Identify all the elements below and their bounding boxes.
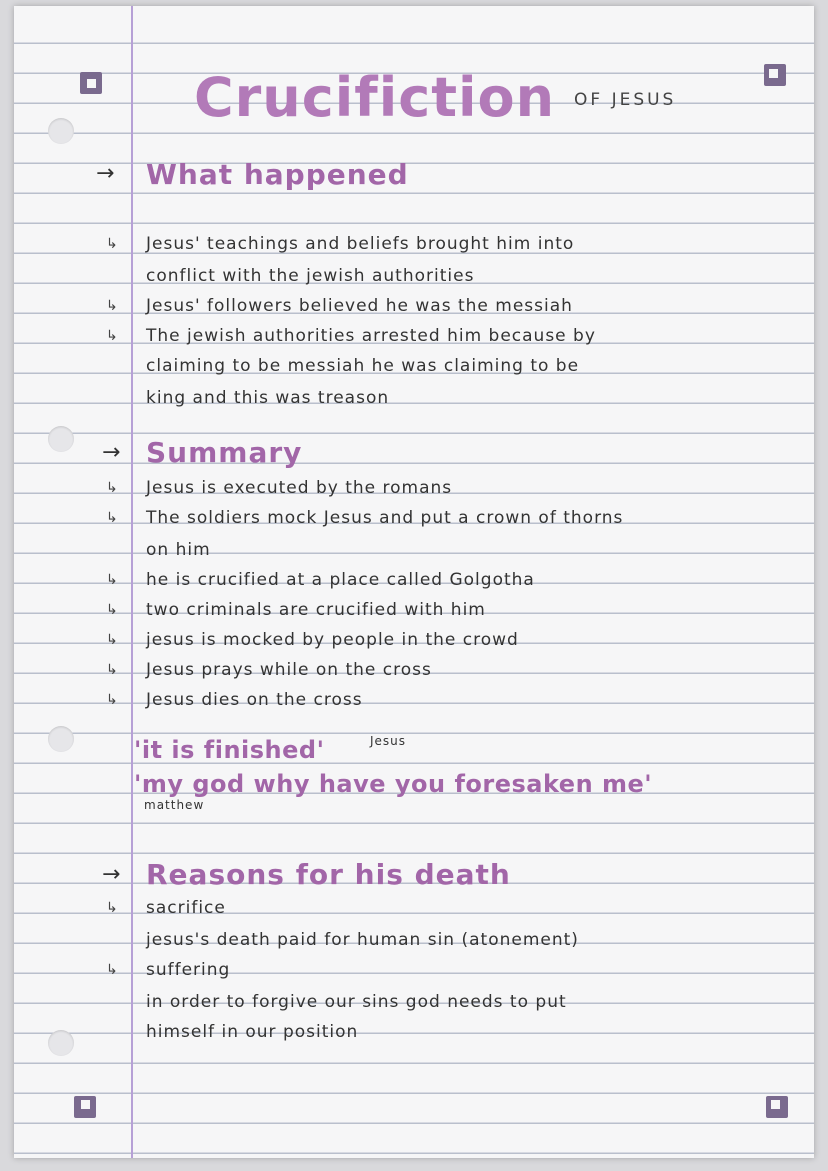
corner-mark-icon	[74, 1096, 96, 1118]
arrow-icon: →	[102, 440, 121, 465]
bullet-arrow-icon: ↳	[106, 572, 118, 588]
notebook-page	[14, 6, 814, 1158]
corner-mark-icon	[764, 64, 786, 86]
page-subtitle: OF JESUS	[574, 90, 677, 110]
note-line: conflict with the jewish authorities	[146, 266, 475, 286]
note-line: Jesus prays while on the cross	[146, 660, 432, 680]
margin-line	[131, 6, 133, 1158]
corner-mark-icon	[80, 72, 102, 94]
note-line: claiming to be messiah he was claiming to be	[146, 356, 580, 376]
arrow-icon: →	[102, 862, 121, 887]
bullet-arrow-icon: ↳	[106, 328, 118, 344]
note-line: himself in our position	[146, 1022, 359, 1042]
bullet-arrow-icon: ↳	[106, 662, 118, 678]
note-line: suffering	[146, 960, 231, 980]
heading-reasons: Reasons for his death	[146, 858, 511, 891]
bullet-arrow-icon: ↳	[106, 632, 118, 648]
bullet-arrow-icon: ↳	[106, 480, 118, 496]
note-line: in order to forgive our sins god needs to put	[146, 992, 567, 1012]
punch-hole	[48, 726, 74, 752]
quote-matthew: 'my god why have you foresaken me'	[134, 770, 653, 798]
bullet-arrow-icon: ↳	[106, 510, 118, 526]
note-line: Jesus' followers believed he was the messiah	[146, 296, 573, 316]
bullet-arrow-icon: ↳	[106, 692, 118, 708]
note-line: two criminals are crucified with him	[146, 600, 486, 620]
punch-hole	[48, 426, 74, 452]
note-line: he is crucified at a place called Golgotha	[146, 570, 535, 590]
note-line: Jesus dies on the cross	[146, 690, 363, 710]
note-line: sacrifice	[146, 898, 226, 918]
note-line: Jesus is executed by the romans	[146, 478, 453, 498]
arrow-icon: →	[96, 161, 115, 186]
bullet-arrow-icon: ↳	[106, 236, 118, 252]
note-line: jesus's death paid for human sin (atonement)	[146, 930, 579, 950]
bullet-arrow-icon: ↳	[106, 900, 118, 916]
quote-attribution: Jesus	[370, 734, 407, 748]
page-title: Crucifiction	[194, 66, 556, 129]
bullet-arrow-icon: ↳	[106, 602, 118, 618]
note-line: Jesus' teachings and beliefs brought him into	[146, 234, 575, 254]
note-line: on him	[146, 540, 211, 560]
note-line: The jewish authorities arrested him because by	[146, 326, 596, 346]
quote-jesus: 'it is finished'	[134, 736, 325, 764]
bullet-arrow-icon: ↳	[106, 298, 118, 314]
corner-mark-icon	[766, 1096, 788, 1118]
bullet-arrow-icon: ↳	[106, 962, 118, 978]
note-line: The soldiers mock Jesus and put a crown of thorns	[146, 508, 624, 528]
punch-hole	[48, 118, 74, 144]
note-line: jesus is mocked by people in the crowd	[146, 630, 519, 650]
punch-hole	[48, 1030, 74, 1056]
note-line: king and this was treason	[146, 388, 390, 408]
heading-summary: Summary	[146, 436, 303, 469]
heading-what-happened: What happened	[146, 158, 409, 191]
quote-attribution: matthew	[144, 798, 205, 812]
